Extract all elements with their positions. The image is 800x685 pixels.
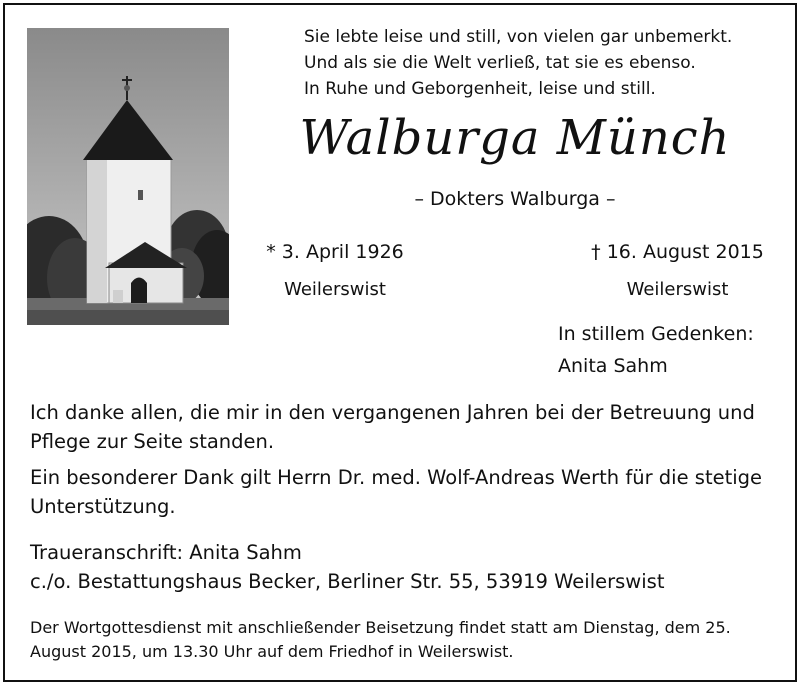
birth-info	[255, 233, 415, 309]
chapel-photo	[27, 28, 229, 325]
thanks-paragraph: Ein besonderer Dank gilt Herrn Dr. med. Wolf-Andreas Werth für die stetige Unterstützung.	[30, 466, 763, 518]
death-place: Weilerswist	[626, 279, 729, 300]
poem-line: Und als sie die Welt verließ, tat sie es ebenso.	[304, 53, 696, 73]
death-date: † 16. August 2015	[591, 241, 764, 263]
birth-place: Weilerswist	[284, 279, 386, 300]
death-info	[575, 233, 780, 309]
poem	[304, 24, 732, 102]
deceased-name: Walburga Münch	[299, 110, 731, 166]
poem-line: Sie lebte leise und still, von vielen gar unbemerkt.	[304, 27, 733, 47]
poem-line: In Ruhe und Geborgenheit, leise und still.	[304, 79, 656, 99]
address-line: c./o. Bestattungshaus Becker, Berliner Str. 55, 53919 Weilerswist	[30, 570, 665, 593]
memorial	[558, 318, 754, 382]
memorial-heading: In stillem Gedenken:	[558, 323, 754, 345]
birth-date: * 3. April 1926	[266, 241, 404, 263]
address-line: Traueranschrift: Anita Sahm	[30, 541, 302, 564]
chapel-tower-icon	[27, 28, 229, 325]
thanks-paragraph: Ich danke allen, die mir in den vergangenen Jahren bei der Betreuung und Pflege zur Seite standen.	[30, 401, 755, 453]
memorial-signer: Anita Sahm	[558, 355, 668, 377]
nickname: – Dokters Walburga –	[414, 188, 616, 210]
service-note: Der Wortgottesdienst mit anschließender Beisetzung findet statt am Dienstag, dem 25. August 2015, um 13.30 Uhr auf dem Friedhof in Weilerswist.	[30, 618, 731, 661]
mourning-address	[30, 538, 775, 596]
